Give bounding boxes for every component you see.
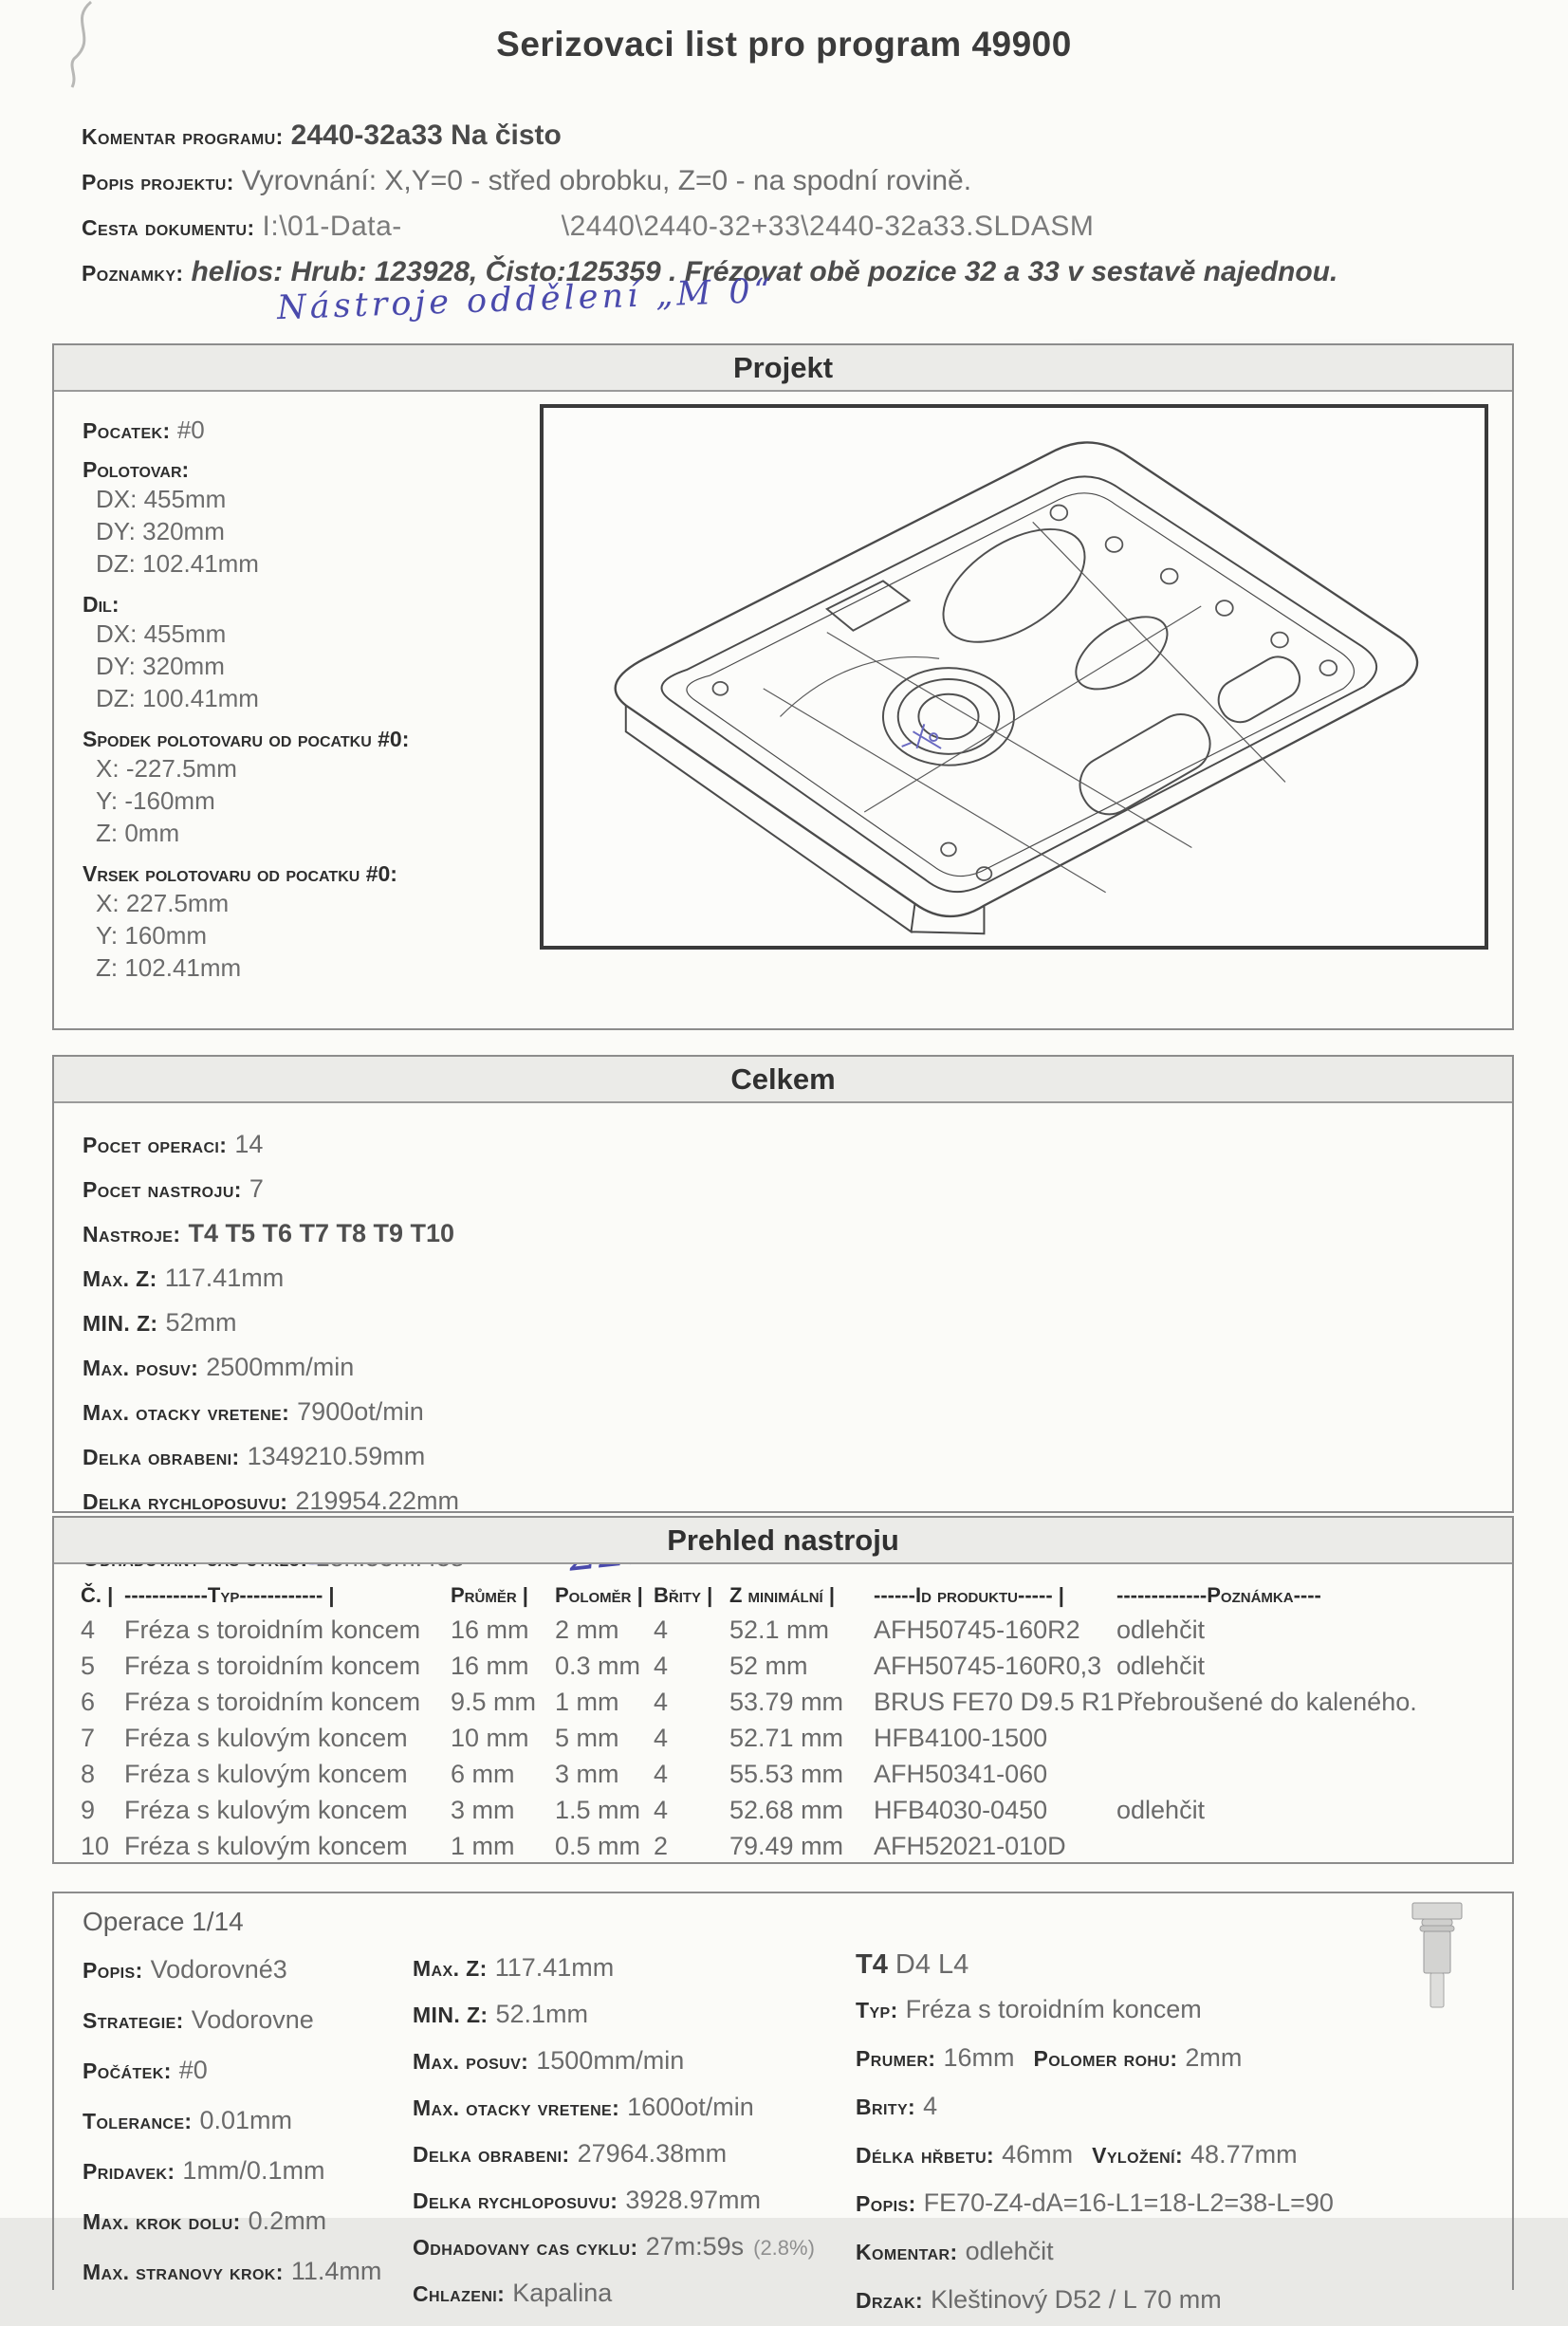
coordinate-row	[83, 887, 409, 919]
dimension-key: DY:	[96, 517, 136, 545]
tool-note: Přebroušené do kaleného.	[1116, 1688, 1417, 1716]
tool-diameter: 16 mm	[451, 1652, 529, 1680]
summary-label: Delka rychloposuvu:	[83, 1489, 288, 1514]
tool-zmin: 52 mm	[729, 1652, 808, 1680]
coordinate-value: 102.41mm	[124, 953, 242, 982]
tool-flutes: 4	[654, 1724, 669, 1752]
tool-type: Fréza s kulovým koncem	[124, 1832, 408, 1860]
param-label: Max. krok dolu:	[83, 2209, 241, 2234]
coordinate-value: 227.5mm	[125, 889, 230, 917]
detail-value: Kleštinový D52 / L 70 mm	[931, 2285, 1222, 2314]
summary-label: Nastroje:	[83, 1222, 181, 1246]
summary-row	[83, 1347, 1512, 1392]
tool-number: 4	[81, 1615, 96, 1644]
tool-radius: 0.3 mm	[555, 1652, 641, 1680]
dimension-key: DZ:	[96, 549, 136, 578]
summary-label: Max. otacky vretene:	[83, 1400, 290, 1425]
col-note: -------------Poznámka----	[1116, 1583, 1321, 1607]
summary-value: 1349210.59mm	[247, 1442, 426, 1470]
tool-detail-row	[856, 1987, 1360, 2036]
program-comment-label: Komentar programu:	[82, 124, 284, 149]
dimension-row	[83, 682, 409, 714]
origin-row	[83, 415, 409, 445]
summary-label: Max. Z:	[83, 1266, 157, 1291]
dimension-value: 320mm	[142, 652, 225, 680]
operation-param-row	[83, 2047, 381, 2097]
tool-diameter: 6 mm	[451, 1760, 515, 1788]
tool-id-rest: D4 L4	[895, 1949, 969, 1980]
summary-row	[83, 1258, 1512, 1302]
tool-row	[54, 1792, 1512, 1828]
section-operation	[52, 1892, 1514, 2314]
coordinate-key: Z:	[96, 819, 119, 847]
notes-label: Poznamky:	[82, 261, 184, 286]
param-value: 11.4mm	[290, 2257, 382, 2285]
col-type: ------------Typ------------ |	[124, 1583, 335, 1607]
tool-flutes: 2	[654, 1832, 669, 1860]
param-value: 52.1mm	[495, 2000, 588, 2028]
tool-diameter: 3 mm	[451, 1796, 515, 1824]
coordinate-row	[83, 752, 409, 785]
coordinate-row	[83, 951, 409, 984]
section-projekt-title: Projekt	[54, 345, 1512, 392]
tool-number: 6	[81, 1688, 96, 1716]
tool-diameter: 9.5 mm	[451, 1688, 537, 1716]
tool-product-id: HFB4030-0450	[874, 1796, 1048, 1824]
tool-id-bold: T4	[856, 1949, 888, 1980]
tool-type: Fréza s toroidním koncem	[124, 1652, 421, 1680]
tool-number: 9	[81, 1796, 96, 1824]
stock-bottom-coords	[83, 752, 409, 849]
dimension-value: 102.41mm	[142, 549, 259, 578]
param-label: Max. Z:	[413, 1956, 488, 1981]
summary-row	[83, 1436, 1512, 1481]
dimension-value: 320mm	[142, 517, 225, 545]
tool-detail-row	[856, 2181, 1360, 2229]
detail-label-2: Vyložení:	[1092, 2143, 1184, 2168]
detail-label: Popis:	[856, 2191, 916, 2216]
tool-row	[54, 1612, 1512, 1648]
tool-detail-row	[856, 2132, 1360, 2181]
tool-radius: 3 mm	[555, 1760, 619, 1788]
col-diameter: Průměr |	[451, 1583, 528, 1607]
coordinate-key: X:	[96, 754, 120, 783]
tool-zmin: 79.49 mm	[729, 1832, 844, 1860]
document-path-row	[82, 211, 1504, 245]
detail-label-2: Polomer rohu:	[1033, 2046, 1178, 2071]
coordinate-key: X:	[96, 889, 120, 917]
param-label: Strategie:	[83, 2008, 184, 2033]
tool-type: Fréza s kulovým koncem	[124, 1796, 408, 1824]
tool-note: odlehčit	[1116, 1652, 1206, 1680]
param-label: MIN. Z:	[413, 2003, 489, 2027]
operation-params-col1	[83, 1947, 381, 2298]
tool-product-id: HFB4100-1500	[874, 1724, 1048, 1752]
tool-type: Fréza s kulovým koncem	[124, 1724, 408, 1752]
tool-zmin: 52.1 mm	[729, 1615, 830, 1644]
operation-param-row	[83, 2148, 381, 2198]
summary-row	[83, 1124, 1512, 1169]
detail-value: odlehčit	[965, 2237, 1054, 2265]
section-celkem-title: Celkem	[54, 1057, 1512, 1103]
cad-drawing-frame	[540, 404, 1488, 950]
tool-number: 5	[81, 1652, 96, 1680]
document-path-prefix: I:\01-Data-	[262, 211, 402, 242]
operation-param-row	[83, 1947, 381, 1997]
summary-label: Pocet nastroju:	[83, 1177, 242, 1202]
param-label: Počátek:	[83, 2058, 172, 2083]
summary-value: 14	[234, 1130, 264, 1158]
summary-value: 7900ot/min	[297, 1397, 424, 1426]
summary-value: 219954.22mm	[295, 1486, 459, 1515]
coordinate-row	[83, 919, 409, 951]
tool-detail-row	[856, 2036, 1360, 2084]
tool-radius: 1 mm	[555, 1688, 619, 1716]
summary-rows	[54, 1103, 1512, 1525]
section-celkem	[52, 1055, 1514, 1513]
stock-bottom-group	[83, 727, 409, 849]
tool-holder-icon	[1406, 1899, 1468, 2015]
operation-param-row	[413, 2132, 815, 2179]
tool-number: 7	[81, 1724, 96, 1752]
operation-param-row	[413, 1993, 815, 2040]
tool-flutes: 4	[654, 1615, 669, 1644]
tool-row	[54, 1648, 1512, 1684]
coordinate-value: -227.5mm	[125, 754, 237, 783]
coordinate-value: 160mm	[124, 921, 208, 950]
param-label: Max. stranovy krok:	[83, 2260, 284, 2284]
tool-radius: 1.5 mm	[555, 1796, 641, 1824]
dimension-row	[83, 483, 409, 515]
cad-part-drawing	[544, 408, 1485, 946]
detail-label: Délka hřbetu:	[856, 2143, 995, 2168]
detail-value: 46mm	[1002, 2140, 1074, 2169]
dimension-key: DX:	[96, 485, 138, 513]
project-description-label: Popis projektu:	[82, 170, 234, 194]
detail-label: Typ:	[856, 1998, 898, 2022]
coordinate-value: -160mm	[124, 786, 215, 815]
operation-param-row	[413, 2272, 815, 2318]
document-path-suffix: \2440\2440-32+33\2440-32a33.SLDASM	[561, 211, 1095, 242]
operation-param-row	[413, 2086, 815, 2132]
summary-row	[83, 1213, 1512, 1258]
param-note: (2.8%)	[753, 2236, 815, 2260]
summary-row	[83, 1169, 1512, 1213]
detail-label: Brity:	[856, 2095, 916, 2119]
stock-dimensions	[83, 483, 409, 580]
tool-zmin: 55.53 mm	[729, 1760, 844, 1788]
tool-diameter: 16 mm	[451, 1615, 529, 1644]
origin-value: #0	[176, 415, 205, 444]
operation-param-row	[413, 2179, 815, 2225]
param-value: 27964.38mm	[577, 2139, 728, 2168]
tool-type: Fréza s toroidním koncem	[124, 1615, 421, 1644]
summary-row	[83, 1392, 1512, 1436]
operation-param-row	[83, 2198, 381, 2248]
part-dimensions	[83, 618, 409, 714]
dimension-key: DZ:	[96, 684, 136, 712]
tool-product-id: AFH50745-160R2	[874, 1615, 1080, 1644]
tool-type: Fréza s kulovým koncem	[124, 1760, 408, 1788]
tool-note: odlehčit	[1116, 1615, 1206, 1644]
tool-diameter: 10 mm	[451, 1724, 529, 1752]
dimension-row	[83, 547, 409, 580]
tool-flutes: 4	[654, 1796, 669, 1824]
operation-param-row	[413, 2040, 815, 2086]
param-value: 117.41mm	[494, 1953, 615, 1982]
tool-row	[54, 1684, 1512, 1720]
tool-detail-rows	[856, 1987, 1360, 2326]
section-tool-overview-title: Prehled nastroju	[54, 1518, 1512, 1564]
tool-table-body	[54, 1612, 1512, 1864]
tool-product-id: AFH50745-160R0,3	[874, 1652, 1102, 1680]
operation-param-row	[83, 1997, 381, 2047]
document-header	[82, 120, 1504, 302]
project-description-value: Vyrovnání: X,Y=0 - střed obrobku, Z=0 - na spodní rovině.	[241, 165, 972, 196]
project-description-row	[82, 165, 1504, 199]
detail-value: FE70-Z4-dA=16-L1=18-L2=38-L=90	[923, 2188, 1334, 2217]
summary-label: MIN. Z:	[83, 1311, 158, 1336]
stock-bottom-label: Spodek polotovaru od pocatku #0:	[83, 727, 410, 751]
param-value: 3928.97mm	[625, 2186, 761, 2214]
summary-label: Delka obrabeni:	[83, 1445, 240, 1469]
param-value: Kapalina	[512, 2279, 613, 2307]
summary-value: 2500mm/min	[206, 1353, 355, 1381]
param-label: Popis:	[83, 1958, 143, 1983]
summary-value: 117.41mm	[164, 1264, 285, 1292]
tool-radius: 0.5 mm	[555, 1832, 641, 1860]
tool-table-header	[54, 1579, 1512, 1612]
tool-detail-row	[856, 2229, 1360, 2278]
tool-note	[1116, 1756, 1512, 1792]
param-label: Max. otacky vretene:	[413, 2095, 620, 2120]
coordinate-key: Y:	[96, 921, 119, 950]
tool-zmin: 52.71 mm	[729, 1724, 844, 1752]
tool-row	[54, 1720, 1512, 1756]
param-value: 1600ot/min	[627, 2093, 754, 2121]
tool-flutes: 4	[654, 1760, 669, 1788]
operation-params-col2	[413, 1947, 815, 2318]
detail-label: Drzak:	[856, 2288, 924, 2313]
projekt-parameters	[83, 402, 409, 984]
tool-number: 10	[81, 1832, 110, 1860]
stock-top-label: Vrsek polotovaru od pocatku #0:	[83, 861, 397, 886]
col-zmin: Z minimální |	[729, 1583, 835, 1607]
part-group	[83, 592, 409, 714]
tool-row	[54, 1756, 1512, 1792]
operation-tool-details	[856, 1943, 1360, 2326]
param-value: 27m:59s	[645, 2232, 745, 2261]
notes-row	[82, 256, 1504, 290]
coordinate-row	[83, 817, 409, 849]
col-product-id: ------Id produktu----- |	[874, 1583, 1064, 1607]
col-number: Č. |	[81, 1583, 114, 1607]
stock-label: Polotovar:	[83, 457, 190, 482]
operation-title: Operace 1/14	[83, 1907, 244, 1936]
dimension-row	[83, 618, 409, 650]
coordinate-row	[83, 785, 409, 817]
summary-value: 7	[249, 1174, 264, 1203]
origin-label: Pocatek:	[83, 418, 171, 443]
page-title: Serizovaci list pro program 49900	[496, 25, 1072, 64]
section-tool-overview	[52, 1516, 1514, 1864]
tool-zmin: 52.68 mm	[729, 1796, 844, 1824]
param-value: 0.01mm	[199, 2106, 293, 2134]
detail-value: 16mm	[943, 2043, 1015, 2072]
tool-note	[1116, 1828, 1512, 1864]
tool-product-id: AFH50341-060	[874, 1760, 1048, 1788]
dimension-value: 455mm	[143, 485, 227, 513]
tool-note	[1116, 1720, 1512, 1756]
dimension-row	[83, 515, 409, 547]
dimension-value: 100.41mm	[142, 684, 259, 712]
param-value: 1mm/0.1mm	[182, 2156, 325, 2185]
param-value: Vodorovne	[191, 2005, 314, 2034]
summary-label: Pocet operaci:	[83, 1133, 228, 1157]
coordinate-value: 0mm	[124, 819, 180, 847]
operation-param-row	[83, 2248, 381, 2298]
dimension-value: 455mm	[143, 619, 227, 648]
coordinate-key: Z:	[96, 953, 119, 982]
param-label: Tolerance:	[83, 2109, 193, 2133]
param-label: Pridavek:	[83, 2159, 175, 2184]
tool-radius: 5 mm	[555, 1724, 619, 1752]
tool-row	[54, 1828, 1512, 1864]
operation-param-row	[413, 2225, 815, 2272]
summary-row	[83, 1302, 1512, 1347]
tool-flutes: 4	[654, 1652, 669, 1680]
operation-param-row	[83, 2097, 381, 2148]
detail-value-2: 48.77mm	[1190, 2140, 1298, 2169]
notes-value: helios: Hrub: 123928, Čisto:125359 . Frézovat obě pozice 32 a 33 v sestavě najednou.	[191, 256, 1338, 287]
param-label: Chlazeni:	[413, 2281, 506, 2306]
section-projekt	[52, 343, 1514, 1030]
program-comment-value: 2440-32a33 Na čisto	[290, 120, 562, 151]
tool-detail-row	[856, 2084, 1360, 2132]
tool-zmin: 53.79 mm	[729, 1688, 844, 1716]
param-value: 0.2mm	[248, 2206, 327, 2235]
tool-id-row	[856, 1943, 1360, 1987]
handwritten-note: Nástroje oddělení „M 0“	[276, 271, 776, 328]
detail-value: 4	[923, 2092, 938, 2120]
summary-label: Max. posuv:	[83, 1356, 199, 1380]
col-radius: Poloměr |	[555, 1583, 643, 1607]
tool-product-id: AFH52021-010D	[874, 1832, 1066, 1860]
param-value: 1500mm/min	[536, 2046, 685, 2075]
param-label: Odhadovany cas cyklu:	[413, 2235, 638, 2260]
operation-param-row	[413, 1947, 815, 1993]
detail-label: Komentar:	[856, 2240, 958, 2264]
stock-group	[83, 457, 409, 580]
tool-detail-row	[856, 2278, 1360, 2326]
summary-value: 52mm	[165, 1308, 237, 1337]
stock-top-coords	[83, 887, 409, 984]
tool-product-id: BRUS FE70 D9.5 R1	[874, 1688, 1115, 1716]
tool-note: odlehčit	[1116, 1796, 1206, 1824]
document-path-label: Cesta dokumentu:	[82, 215, 255, 240]
detail-value: Fréza s toroidním koncem	[905, 1995, 1202, 2023]
detail-value-2: 2mm	[1185, 2043, 1243, 2072]
stock-top-group	[83, 861, 409, 984]
param-value: #0	[178, 2056, 208, 2084]
param-label: Max. posuv:	[413, 2049, 529, 2074]
tool-type: Fréza s toroidním koncem	[124, 1688, 421, 1716]
tool-radius: 2 mm	[555, 1615, 619, 1644]
part-label: Dil:	[83, 592, 120, 617]
coordinate-key: Y:	[96, 786, 119, 815]
summary-value: T4 T5 T6 T7 T8 T9 T10	[188, 1219, 455, 1247]
col-flutes: Břity |	[654, 1583, 713, 1607]
dimension-row	[83, 650, 409, 682]
dimension-key: DX:	[96, 619, 138, 648]
dimension-key: DY:	[96, 652, 136, 680]
program-comment-row	[82, 120, 1504, 154]
tool-number: 8	[81, 1760, 96, 1788]
detail-label: Prumer:	[856, 2046, 936, 2071]
param-label: Delka obrabeni:	[413, 2142, 570, 2167]
param-label: Delka rychloposuvu:	[413, 2188, 618, 2213]
param-value: Vodorovné3	[150, 1955, 287, 1984]
tool-flutes: 4	[654, 1688, 669, 1716]
tool-diameter: 1 mm	[451, 1832, 515, 1860]
